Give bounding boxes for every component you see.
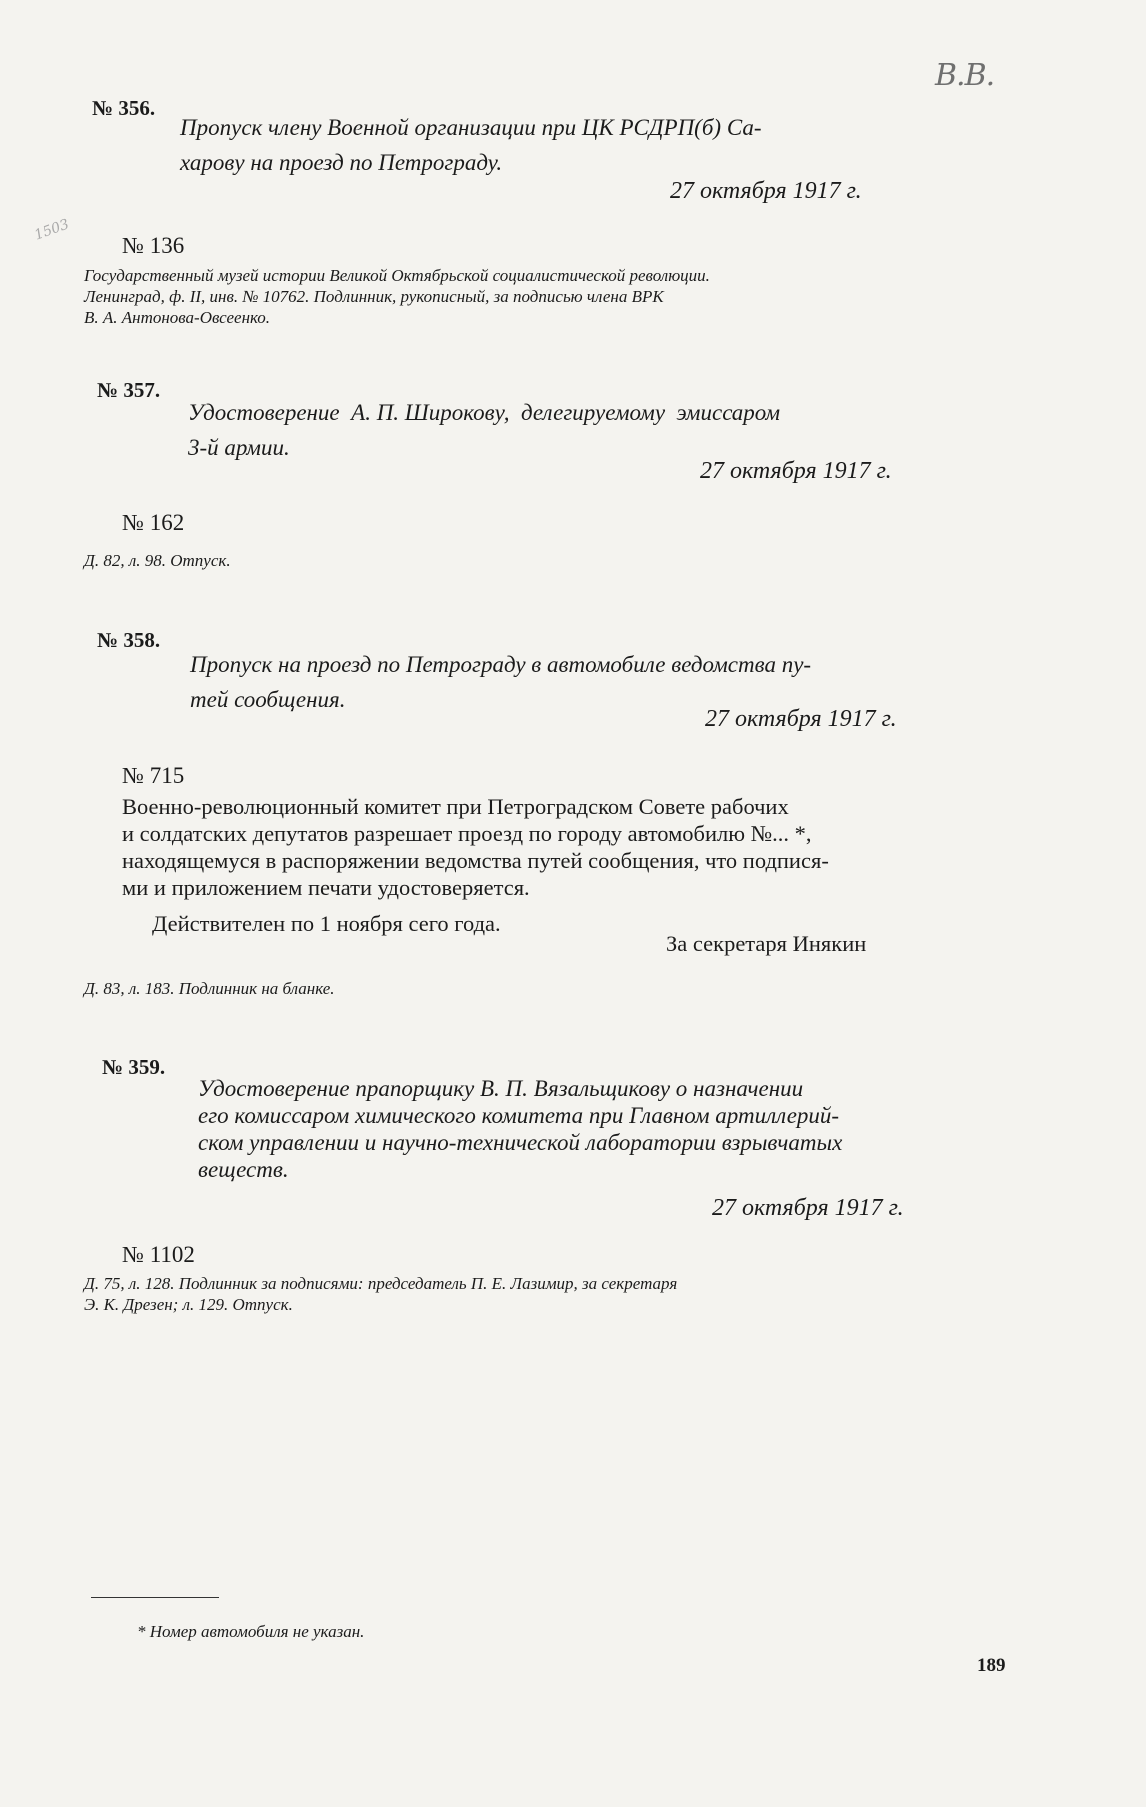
doc-359-date: 27 октября 1917 г.	[712, 1195, 904, 1221]
doc-359-title-line: Удостоверение прапорщику В. П. Вязальщикову о назначении	[198, 1076, 804, 1101]
doc-356-title-line: харову на проезд по Петрограду.	[180, 150, 503, 175]
doc-356-source-line: Государственный музей истории Великой Октябрьской социалистической революции.	[84, 266, 710, 285]
doc-358-date: 27 октября 1917 г.	[705, 706, 897, 732]
doc-359-reg: № 1102	[122, 1242, 195, 1267]
doc-356-number: № 356.	[92, 96, 156, 120]
doc-359-source-line: Э. К. Дрезен; л. 129. Отпуск.	[84, 1295, 293, 1314]
doc-357-title	[188, 395, 1008, 465]
doc-358-body-line: находящемуся в распоряжении ведомства путей сообщения, что подпися-	[122, 848, 829, 873]
doc-356-date: 27 октября 1917 г.	[670, 178, 862, 204]
doc-357-source	[84, 550, 231, 571]
doc-356-source-line: В. А. Антонова-Овсеенко.	[84, 308, 271, 327]
doc-358-source	[84, 978, 335, 999]
margin-mark: 1503	[32, 216, 72, 244]
doc-358-source-line: Д. 83, л. 183. Подлинник на бланке.	[84, 979, 335, 998]
doc-358-signature: За секретаря Инякин	[666, 931, 867, 956]
doc-359-source	[84, 1273, 1004, 1315]
doc-359-title-line: веществ.	[198, 1157, 289, 1182]
doc-356-source	[84, 265, 1004, 328]
doc-358-valid: Действителен по 1 ноября сего года.	[152, 911, 501, 936]
doc-356-reg: № 136	[122, 233, 185, 258]
doc-357-reg: № 162	[122, 510, 185, 535]
handwritten-mark: В.В.	[935, 58, 995, 93]
doc-359-title-line: его комиссаром химического комитета при Главном артиллерий-	[198, 1103, 840, 1128]
doc-356-source-line: Ленинград, ф. II, инв. № 10762. Подлинник, рукописный, за подписью члена ВРК	[84, 287, 664, 306]
doc-359-source-line: Д. 75, л. 128. Подлинник за подписями: председатель П. Е. Лазимир, за секретаря	[84, 1274, 678, 1293]
doc-356-title	[180, 110, 1000, 180]
doc-358-title-line: тей сообщения.	[190, 687, 346, 712]
page-number: 189	[977, 1655, 1006, 1676]
doc-359-title	[198, 1075, 1018, 1183]
doc-359-title-line: ском управлении и научно-технической лаборатории взрывчатых	[198, 1130, 843, 1155]
doc-358-body-line: Военно-революционный комитет при Петроградском Совете рабочих	[122, 794, 789, 819]
doc-357-source-line: Д. 82, л. 98. Отпуск.	[84, 551, 231, 570]
doc-358-number: № 358.	[97, 628, 161, 652]
doc-358-body-line: и солдатских депутатов разрешает проезд по городу автомобилю №... *,	[122, 821, 812, 846]
doc-357-title-line: Удостоверение А. П. Широкову, делегируемому эмиссаром	[188, 400, 781, 425]
doc-359-number: № 359.	[102, 1055, 166, 1079]
doc-358-body-line: ми и приложением печати удостоверяется.	[122, 875, 530, 900]
doc-357-date: 27 октября 1917 г.	[700, 458, 892, 484]
doc-357-number: № 357.	[97, 378, 161, 402]
footnote: * Номер автомобиля не указан.	[137, 1622, 365, 1641]
doc-358-reg: № 715	[122, 763, 185, 788]
doc-358-body	[122, 793, 1002, 901]
doc-356-title-line: Пропуск члену Военной организации при ЦК РСДРП(б) Са-	[180, 115, 762, 140]
footnote-rule	[91, 1597, 219, 1598]
doc-357-title-line: 3-й армии.	[188, 435, 290, 460]
doc-358-title-line: Пропуск на проезд по Петрограду в автомобиле ведомства пу-	[190, 652, 812, 677]
